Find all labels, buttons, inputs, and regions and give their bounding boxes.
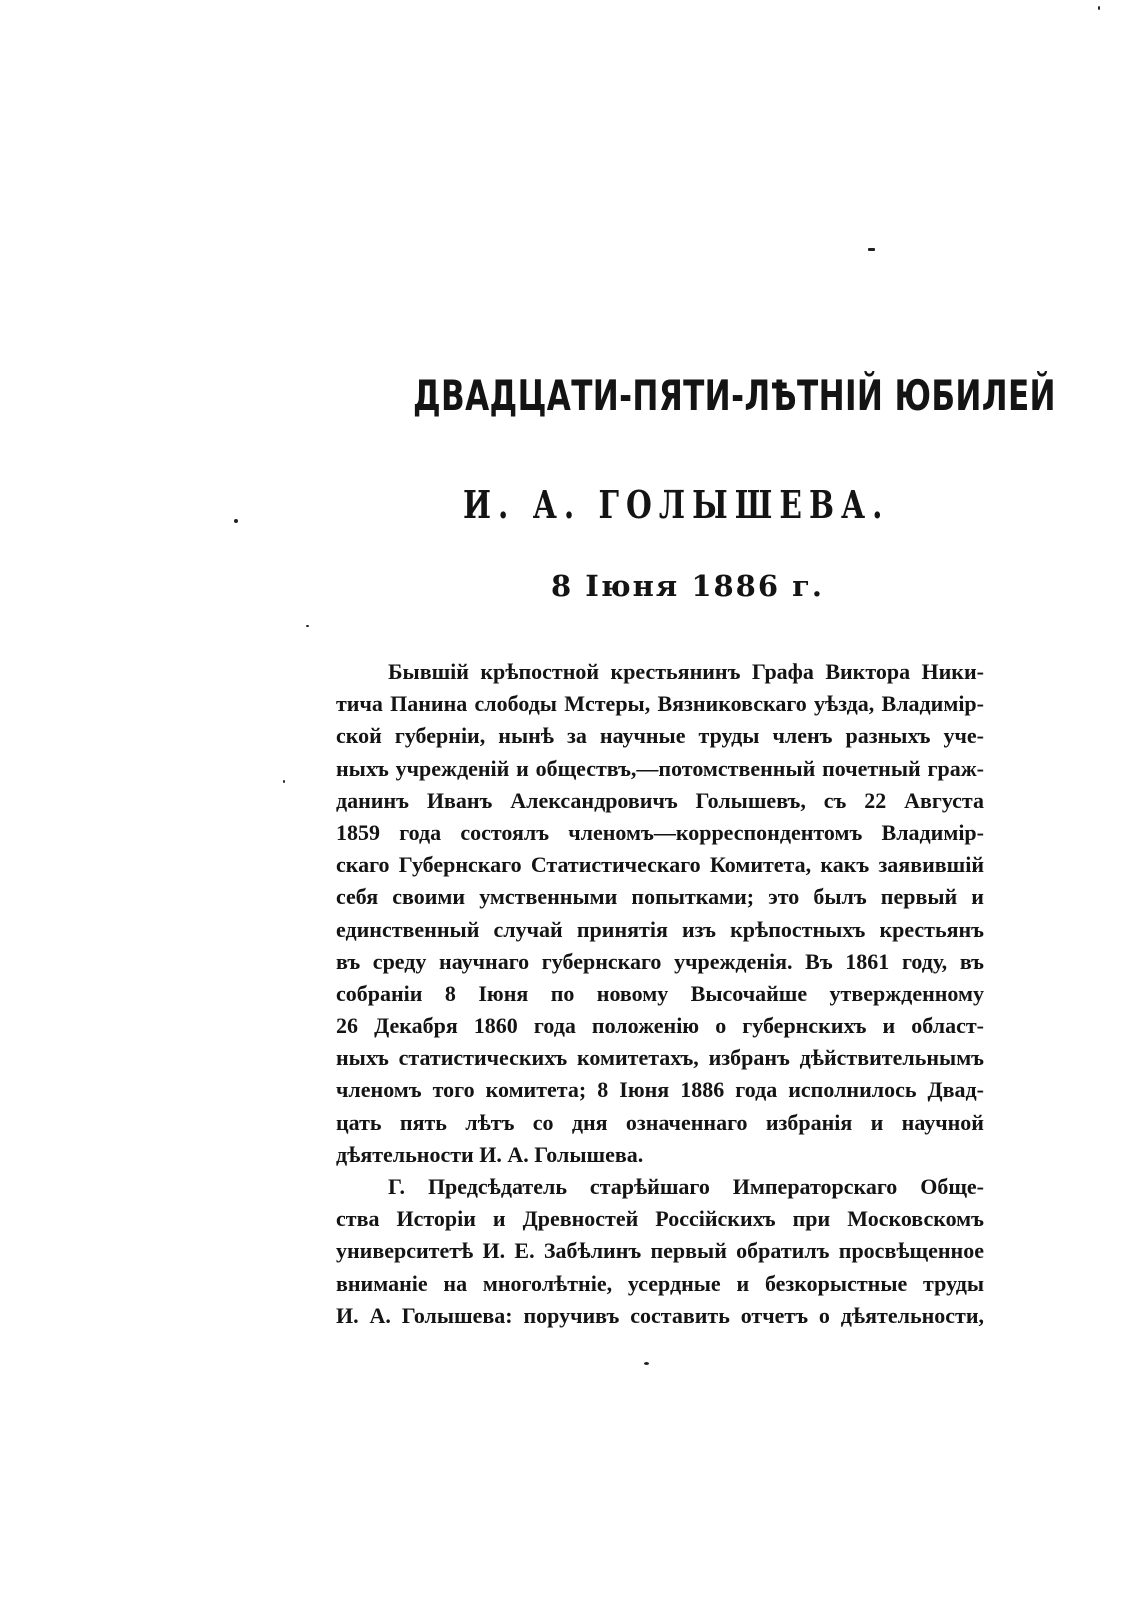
text-line: дѣятельности И. А. Голышева. xyxy=(336,1141,644,1167)
text-line: членомъ того комитета; 8 Іюня 1886 года исполнилось Двад- xyxy=(336,1077,984,1103)
paragraph-1 xyxy=(336,656,984,1171)
document-subject: И. А. ГОЛЫШЕВА. xyxy=(463,482,890,527)
page-speck xyxy=(644,1362,649,1365)
text-line: ской губерніи, нынѣ за научные труды членъ разныхъ уче- xyxy=(336,723,984,749)
document-date: 8 Іюня 1886 г. xyxy=(551,569,824,603)
page-speck xyxy=(283,780,285,783)
text-line: собраніи 8 Іюня по новому Высочайше утвержденному xyxy=(336,980,984,1006)
text-line: тича Панина слободы Мстеры, Вязниковскаго уѣзда, Владимір- xyxy=(336,691,984,717)
body-text xyxy=(336,656,984,1332)
page-speck xyxy=(868,248,875,251)
text-line: данинъ Иванъ Александровичъ Голышевъ, съ 22 Августа xyxy=(336,787,984,813)
text-line: цать пять лѣтъ со дня означеннаго избранія и научной xyxy=(336,1109,984,1135)
text-line: себя своими умственными попытками; это былъ первый и xyxy=(336,884,984,910)
page-speck xyxy=(1098,6,1100,10)
paragraph-2 xyxy=(336,1171,984,1332)
text-line: 26 Декабря 1860 года положенію о губернскихъ и област- xyxy=(336,1013,984,1039)
text-line: Бывшій крѣпостной крестьянинъ Графа Виктора Ники- xyxy=(388,659,984,684)
document-title: ДВАДЦАТИ-ПЯТИ-ЛѢТНІЙ ЮБИЛЕЙ xyxy=(413,371,1056,420)
text-line: единственный случай принятія изъ крѣпостныхъ крестьянъ xyxy=(336,916,984,942)
page-speck xyxy=(234,519,238,523)
text-line: ныхъ статистическихъ комитетахъ, избранъ дѣйствительнымъ xyxy=(336,1045,984,1071)
subject-block xyxy=(463,482,890,530)
text-line: вниманіе на многолѣтніе, усердные и безкорыстные труды xyxy=(336,1270,984,1296)
text-line: 1859 года состоялъ членомъ—корреспондентомъ Владимір- xyxy=(336,819,984,845)
text-line: университетѣ И. Е. Забѣлинъ первый обратилъ просвѣщенное xyxy=(336,1238,984,1264)
text-line: скаго Губернскаго Статистическаго Комитета, какъ заявившій xyxy=(336,852,984,878)
text-line: Г. Предсѣдатель старѣйшаго Императорскаго Обще- xyxy=(388,1174,984,1199)
page-speck xyxy=(306,625,309,627)
text-line: И. А. Голышева: поручивъ составить отчетъ о дѣятельности, xyxy=(336,1302,984,1328)
title-block xyxy=(413,370,1056,426)
text-line: ныхъ учрежденій и обществъ,—потомственный почетный граж- xyxy=(336,755,984,781)
text-line: ства Исторіи и Древностей Россійскихъ при Московскомъ xyxy=(336,1206,984,1232)
text-line: въ среду научнаго губернскаго учрежденія. Въ 1861 году, въ xyxy=(336,948,984,974)
